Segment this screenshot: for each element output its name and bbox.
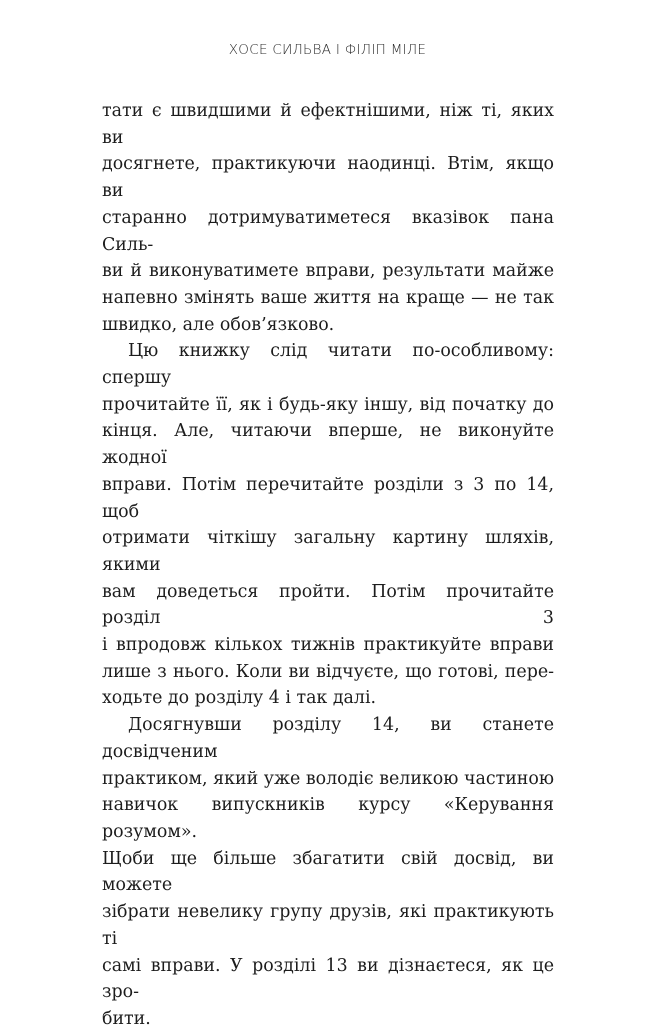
text-line: лише з нього. Коли ви відчуєте, що готові, пере- — [102, 661, 554, 682]
running-header: ХОСЕ СИЛЬВА І ФІЛІП МІЛЕ — [228, 42, 427, 58]
text-line: напевно змінять ваше життя на краще — не так — [102, 287, 554, 308]
text-line: швидко, але обов’язково. — [102, 314, 335, 335]
text-line: прочитайте її, як і будь-яку іншу, від початку до — [102, 394, 554, 415]
text-line: бити. — [102, 1008, 151, 1029]
text-line: зібрати невелику групу друзів, які практикують ті — [102, 902, 554, 949]
body-text — [102, 98, 554, 1033]
text-line: кінця. Але, читаючи вперше, не виконуйте жодної — [102, 421, 554, 469]
text-line: вправи. Потім перечитайте розділи з 3 по 14, щоб — [102, 474, 554, 522]
text-line: Досягнувши розділу 14, ви станете досвідченим — [102, 715, 554, 762]
text-line: практиком, який уже володіє великою частиною — [102, 768, 554, 789]
text-line: і впродовж кількох тижнів практикуйте вправи — [102, 635, 554, 656]
text-line: Щоби ще більше збагатити свій досвід, ви можете — [102, 848, 554, 896]
text-line: досягнете, практикуючи наодинці. Втім, якщо ви — [102, 154, 554, 202]
text-line: отримати чіткішу загальну картину шляхів, якими — [102, 528, 554, 575]
text-line: тати є швидшими й ефектнішими, ніж ті, яких ви — [102, 101, 554, 148]
paragraph-2 — [102, 338, 554, 712]
text-line: навичок випускників курсу «Керування розумом». — [102, 795, 554, 842]
paragraph-1 — [102, 98, 554, 338]
text-line: вам доведеться пройти. Потім прочитайте розділ 3 — [102, 581, 554, 629]
text-line: ви й виконуватимете вправи, результати майже — [102, 261, 554, 282]
text-line: самі вправи. У розділі 13 ви дізнаєтеся, як це зро- — [102, 955, 554, 1003]
paragraph-3 — [102, 712, 554, 1032]
text-line: ходьте до розділу 4 і так далі. — [102, 688, 377, 709]
text-line: Цю книжку слід читати по-особливому: спершу — [102, 341, 554, 389]
text-line: старанно дотримуватиметеся вказівок пана Силь- — [102, 207, 554, 255]
